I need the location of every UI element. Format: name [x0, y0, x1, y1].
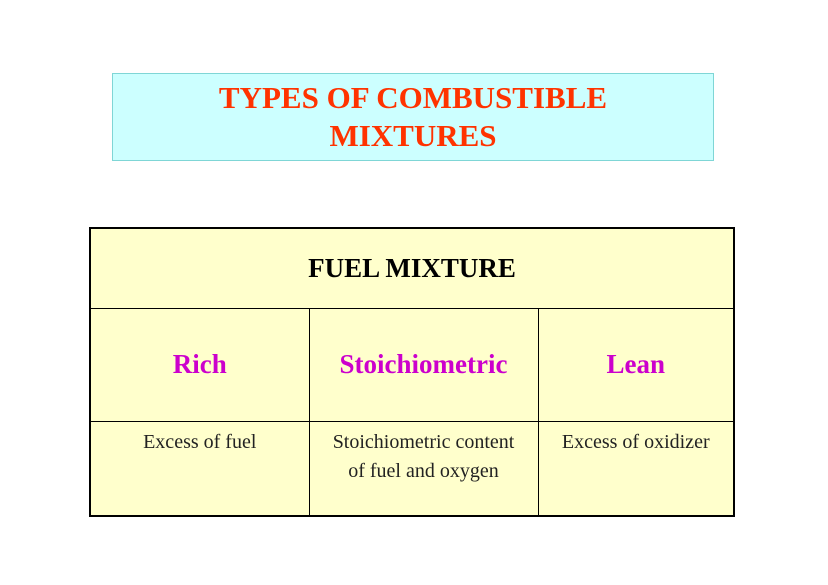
description-stoichiometric-line-2: of fuel and oxygen	[348, 459, 499, 482]
description-lean-line-1: Excess of oxidizer	[561, 430, 710, 453]
description-stoichiometric	[309, 421, 538, 516]
description-lean	[538, 421, 734, 516]
description-stoichiometric-line-1: Stoichiometric content	[332, 430, 515, 453]
mixture-type-stoichiometric: Stoichiometric	[309, 308, 538, 421]
mixture-type-lean: Lean	[538, 308, 734, 421]
mixture-description-row	[90, 421, 734, 516]
table-header-row	[90, 228, 734, 308]
description-rich-line-1: Excess of fuel	[143, 430, 257, 453]
title-box	[112, 73, 714, 161]
fuel-mixture-table	[89, 227, 735, 517]
page-title: TYPES OF COMBUSTIBLE MIXTURES	[218, 80, 608, 153]
mixture-type-rich: Rich	[90, 308, 309, 421]
description-rich	[90, 421, 309, 516]
table-header: FUEL MIXTURE	[90, 228, 734, 308]
mixture-type-row	[90, 308, 734, 421]
